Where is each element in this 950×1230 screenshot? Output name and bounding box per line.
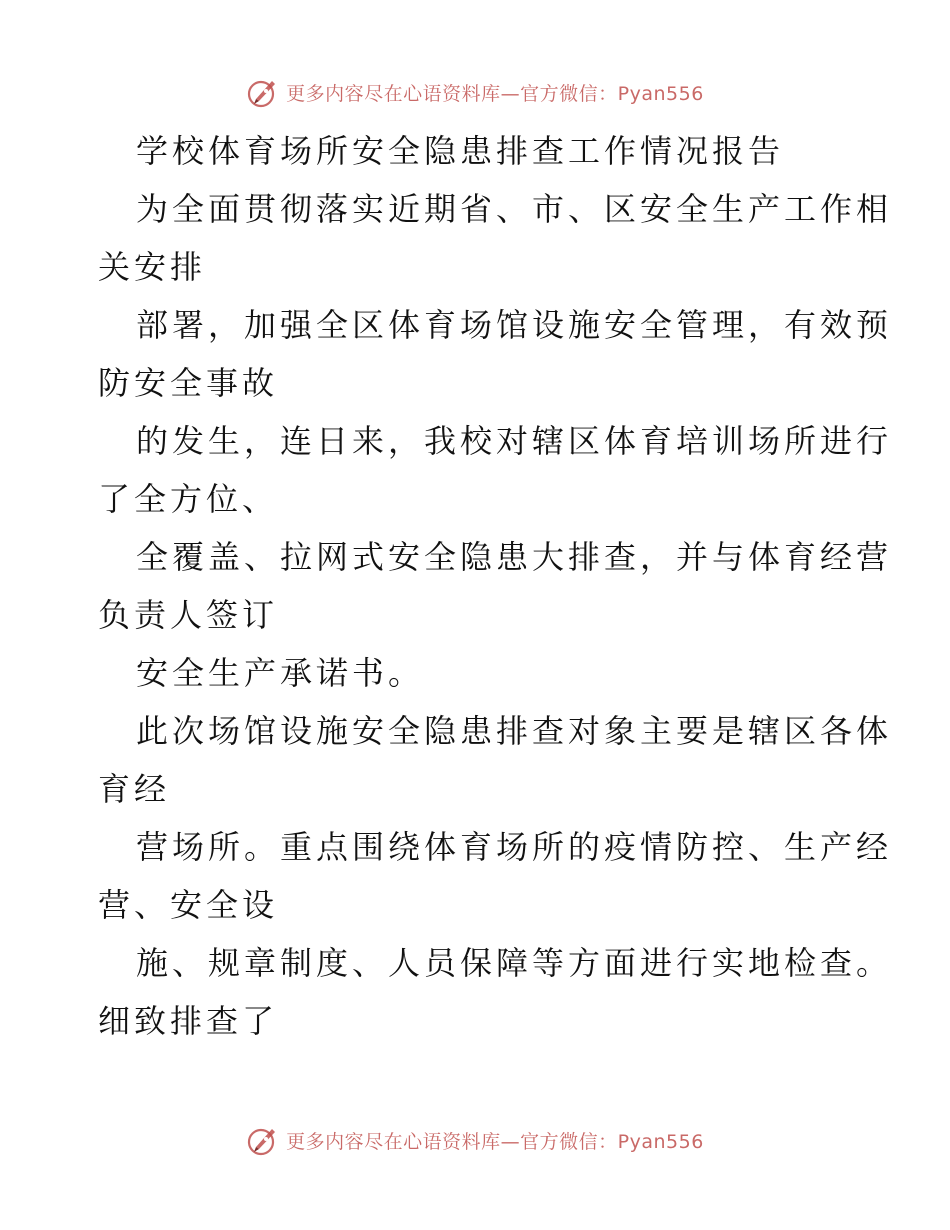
paragraph-line: 营场所。重点围绕体育场所的疫情防控、生产经 bbox=[136, 828, 893, 866]
paragraph-line: 部署，加强全区体育场馆设施安全管理，有效预 bbox=[136, 306, 893, 344]
paragraph-line: 此次场馆设施安全隐患排查对象主要是辖区各体 bbox=[136, 712, 893, 750]
paragraph-line: 全覆盖、拉网式安全隐患大排查，并与体育经营 bbox=[136, 538, 893, 576]
paragraph-line: 安全生产承诺书。 bbox=[136, 654, 425, 692]
footer-watermark bbox=[0, 1120, 950, 1160]
watermark-text: 更多内容尽在心语资料库—官方微信：Pyan556 bbox=[286, 1130, 704, 1153]
header-watermark bbox=[0, 72, 950, 112]
paragraph-line: 为全面贯彻落实近期省、市、区安全生产工作相 bbox=[136, 190, 893, 228]
quill-pen-logo-icon bbox=[246, 75, 280, 109]
watermark-text: 更多内容尽在心语资料库—官方微信：Pyan556 bbox=[286, 82, 704, 105]
paragraph-line: 了全方位、 bbox=[98, 480, 279, 518]
quill-pen-logo-icon bbox=[246, 1123, 280, 1157]
paragraph-line: 育经 bbox=[98, 770, 171, 808]
paragraph-line: 施、规章制度、人员保障等方面进行实地检查。 bbox=[136, 944, 893, 982]
paragraph-line: 学校体育场所安全隐患排查工作情况报告 bbox=[136, 132, 785, 170]
paragraph-line: 细致排查了 bbox=[98, 1002, 279, 1040]
paragraph-line: 营、安全设 bbox=[98, 886, 279, 924]
paragraph-line: 负责人签订 bbox=[98, 596, 279, 634]
paragraph-line: 防安全事故 bbox=[98, 364, 279, 402]
paragraph-line: 关安排 bbox=[98, 248, 207, 286]
paragraph-line: 的发生，连日来，我校对辖区体育培训场所进行 bbox=[136, 422, 893, 460]
document-body bbox=[98, 122, 893, 1050]
